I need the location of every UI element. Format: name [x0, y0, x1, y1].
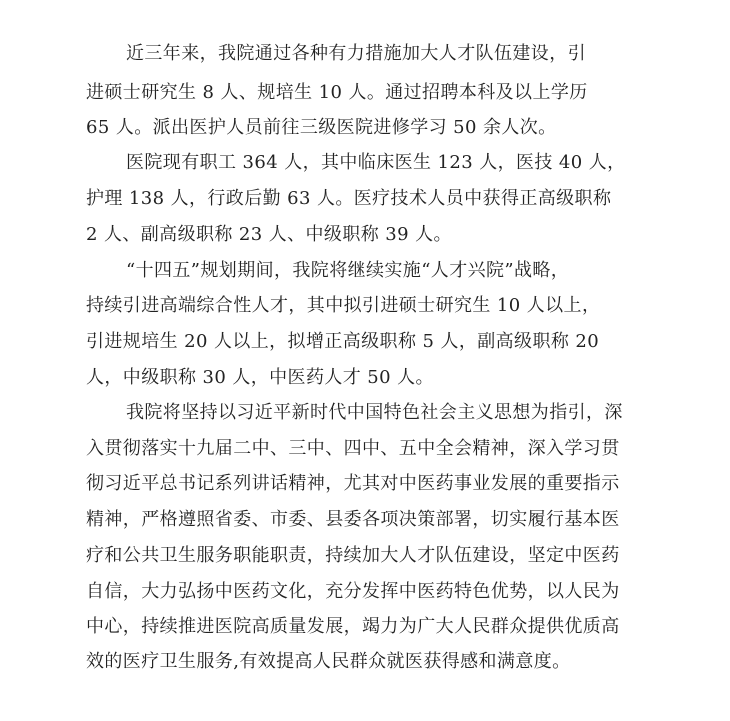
paragraph-1-line-3: 65 人。派出医护人员前往三级医院进修学习 50 余人次。 — [86, 117, 557, 138]
paragraph-2-line-2: 护理 138 人，行政后勤 63 人。医疗技术人员中获得正高级职称 — [86, 188, 612, 209]
paragraph-3-line-4: 人，中级职称 30 人，中医药人才 50 人。 — [86, 367, 434, 388]
paragraph-1-line-2: 进硕士研究生 8 人、规培生 10 人。通过招聘本科及以上学历 — [86, 82, 588, 103]
paragraph-2-line-1: 医院现有职工 364 人，其中临床医生 123 人，医技 40 人， — [126, 152, 626, 173]
paragraph-3-line-3: 引进规培生 20 人以上，拟增正高级职称 5 人，副高级职称 20 — [86, 331, 600, 352]
paragraph-3-line-2: 持续引进高端综合性人才，其中拟引进硕士研究生 10 人以上， — [86, 295, 601, 316]
paragraph-4-line-6: 自信，大力弘扬中医药文化，充分发挥中医药特色优势，以人民为 — [86, 581, 620, 602]
paragraph-4-line-3: 彻习近平总书记系列讲话精神，尤其对中医药事业发展的重要指示 — [86, 473, 620, 494]
paragraph-1-line-1: 近三年来，我院通过各种有力措施加大人才队伍建设，引 — [126, 43, 586, 64]
paragraph-4-line-5: 疗和公共卫生服务职能职责，持续加大人才队伍建设，坚定中医药 — [86, 545, 620, 566]
paragraph-4-line-1: 我院将坚持以习近平新时代中国特色社会主义思想为指引，深 — [126, 402, 623, 423]
paragraph-4-line-8: 效的医疗卫生服务,有效提高人民群众就医获得感和满意度。 — [86, 651, 571, 672]
paragraph-4-line-4: 精神，严格遵照省委、市委、县委各项决策部署，切实履行基本医 — [86, 509, 620, 530]
paragraph-2-line-3: 2 人、副高级职称 23 人、中级职称 39 人。 — [86, 224, 452, 245]
paragraph-4-line-2: 入贯彻落实十九届二中、三中、四中、五中全会精神，深入学习贯 — [86, 438, 620, 459]
paragraph-3-line-1: “十四五”规划期间，我院将继续实施“人才兴院”战略， — [126, 260, 570, 281]
paragraph-4-line-7: 中心，持续推进医院高质量发展，竭力为广大人民群众提供优质高 — [86, 616, 620, 637]
